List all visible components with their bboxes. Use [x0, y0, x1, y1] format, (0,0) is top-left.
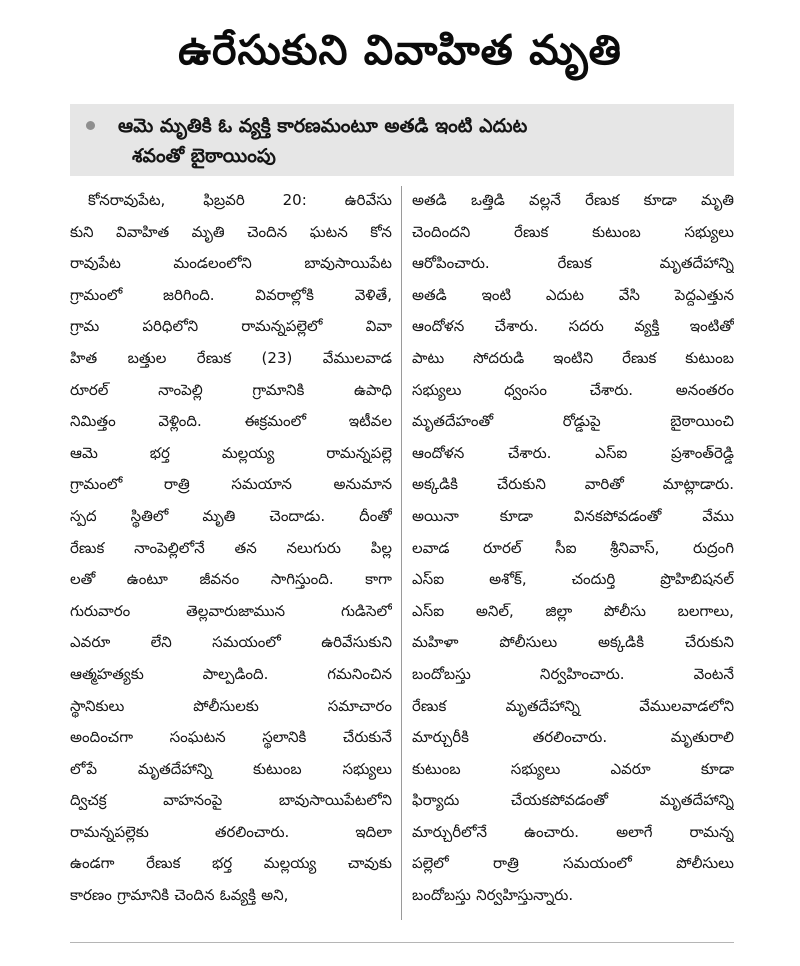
- article-word: వ్యక్తి: [634, 317, 660, 336]
- article-word: లోపే: [70, 759, 97, 778]
- subheadline-line-1: ఆమె మృతికి ఓ వ్యక్తి కారణమంటూ అతడి ఇంటి ఎదుట: [118, 115, 528, 137]
- article-word: కాగా: [365, 570, 392, 589]
- article-word: కోన: [370, 222, 392, 241]
- article-word: పిల్ల: [370, 538, 392, 557]
- article-text-line: [412, 691, 734, 723]
- article-word: కుటుంబ: [592, 222, 641, 241]
- article-text-line: [70, 817, 392, 849]
- article-word: ఓవ్యక్తి: [219, 886, 256, 905]
- article-word: ఆత్మహత్యకు: [70, 664, 144, 683]
- article-word: ఉరివేసు: [344, 191, 392, 209]
- article-word: మృతి: [202, 506, 236, 525]
- article-word: జిల్లా: [545, 601, 573, 620]
- article-word: అతడి: [412, 191, 447, 209]
- article-text-line: [70, 848, 392, 880]
- article-word: రావుపేట: [70, 254, 121, 273]
- article-text-line: [70, 754, 392, 786]
- article-word: పోలీసులు: [676, 854, 734, 873]
- article-text-line: [412, 248, 734, 280]
- article-text-line: [70, 217, 392, 249]
- article-word: గురువారం: [70, 601, 131, 620]
- column-divider: [401, 186, 402, 920]
- article-text-line: [412, 722, 734, 754]
- article-word: పోలీసు: [603, 601, 646, 620]
- article-text-line: [412, 375, 734, 407]
- article-word: ఎవరూ: [610, 759, 651, 778]
- article-word: ఘటన: [309, 222, 348, 241]
- article-word: మృతదేహాన్ని: [659, 791, 734, 810]
- article-text-line: [70, 343, 392, 375]
- article-word: కోనరావుపేట,: [88, 191, 166, 209]
- article-word: నిర్వహిస్తున్నారు.: [476, 886, 574, 905]
- bullet-dot-icon: [86, 121, 95, 130]
- article-word: లవాడ: [412, 538, 450, 557]
- article-word: రేణుక: [622, 348, 657, 367]
- article-text-line: [70, 185, 392, 217]
- article-word: అశోక్,: [489, 570, 527, 589]
- article-word: చేయకపోవడంతో: [510, 791, 609, 810]
- article-word: తరలించారు.: [532, 728, 608, 747]
- article-text-line: [412, 817, 734, 849]
- article-word: అనిల్,: [475, 601, 514, 620]
- article-word: వెళితే,: [354, 285, 392, 304]
- article-word: వివా: [365, 317, 392, 336]
- article-text-line: [70, 659, 392, 691]
- article-text-line: [70, 406, 392, 438]
- article-text-line: [70, 469, 392, 501]
- article-word: రోడ్డుపై: [562, 412, 601, 431]
- article-word: పాటు: [412, 348, 445, 367]
- article-text-line: [412, 185, 734, 217]
- bottom-rule: [70, 942, 734, 943]
- article-word: ఎస్ఐ: [412, 601, 445, 620]
- article-word: ఆందోళన: [412, 317, 465, 336]
- article-word: గ్రామంలో: [70, 285, 123, 304]
- article-word: ద్విచక్ర: [70, 791, 107, 810]
- article-word: కుటుంబ: [685, 348, 734, 367]
- subheadline-box: [70, 104, 734, 176]
- article-word: వివాహిత: [116, 222, 170, 241]
- article-word: సీఐ: [555, 538, 577, 557]
- article-word: వేము: [702, 506, 734, 525]
- article-word: మార్చురీలోనే: [412, 822, 488, 841]
- article-word: సంఘటన: [169, 728, 226, 747]
- article-word: ప్రొహిబిషనల్: [660, 570, 734, 589]
- article-word: పెద్దఎత్తున: [674, 285, 734, 304]
- article-word: మార్చురీకి: [412, 728, 469, 747]
- article-word: ఫిబ్రవరి: [203, 191, 245, 209]
- article-word: సభ్యులు: [412, 380, 462, 399]
- article-word: రేణుక: [514, 222, 549, 241]
- article-text-line: [70, 596, 392, 628]
- article-word: సాగిస్తుంది.: [270, 570, 334, 589]
- article-word: (23): [261, 348, 293, 367]
- article-text-line: [70, 311, 392, 343]
- subheadline-line-2: శవంతో బైఠాయింపు: [132, 145, 276, 167]
- article-text-line: [412, 880, 734, 912]
- article-word: రేణుక: [585, 191, 620, 209]
- article-word: వెంటనే: [693, 664, 734, 683]
- article-word: రాత్రి: [163, 475, 190, 494]
- article-word: ఆరోపించారు.: [412, 254, 490, 273]
- article-word: సభ్యులు: [342, 759, 392, 778]
- article-word: చేశారు.: [494, 317, 539, 336]
- article-word: మృతదేహాన్ని: [659, 254, 734, 273]
- article-word: రామన్నపల్లెకు: [70, 822, 149, 841]
- article-word: గ్రామానికి: [117, 886, 170, 905]
- article-word: స్థలానికి: [262, 728, 307, 747]
- article-word: నాంపెల్లిలోనే: [134, 538, 205, 557]
- article-word: నాంపెల్లి: [158, 380, 203, 399]
- article-word: లతో: [70, 570, 96, 589]
- article-text-line: [412, 848, 734, 880]
- article-word: హిత: [70, 348, 98, 367]
- article-word: ఉంచారు.: [524, 822, 580, 841]
- article-word: చేరుకునే: [342, 728, 392, 747]
- article-word: రేణుక: [70, 538, 105, 557]
- article-word: సభ్యులు: [510, 759, 561, 778]
- article-word: భర్త: [149, 443, 170, 462]
- article-word: ఈక్రమంలో: [244, 412, 307, 431]
- article-word: చేరుకుని: [496, 475, 546, 494]
- article-word: జరిగింది.: [162, 285, 215, 304]
- article-word: ఇంటిని: [553, 348, 594, 367]
- article-word: పోలీసులు: [499, 633, 558, 652]
- article-word: కూడా: [499, 506, 533, 525]
- article-word: ఆమె: [70, 443, 98, 462]
- article-word: అక్కడికి: [598, 633, 645, 652]
- article-word: 20:: [282, 191, 307, 209]
- article-word: బందోబస్తు: [412, 886, 471, 905]
- article-text-line: [412, 280, 734, 312]
- article-word: గుడిసెలో: [340, 601, 392, 620]
- article-word: ఇంటితో: [689, 317, 734, 336]
- article-word: వివరాల్లోకి: [255, 285, 315, 304]
- article-column-left: [70, 185, 392, 912]
- article-word: చెందిందని: [412, 222, 471, 241]
- article-text-line: [412, 596, 734, 628]
- article-word: అని,: [261, 886, 289, 905]
- article-word: చెందిన: [247, 222, 288, 241]
- article-text-line: [412, 754, 734, 786]
- article-word: ఎస్ఐ: [595, 443, 628, 462]
- article-word: ఫిర్యాదు: [412, 791, 460, 810]
- article-text-line: [412, 533, 734, 565]
- article-word: రేణుక: [412, 696, 447, 715]
- article-word: రామన్న: [689, 822, 734, 841]
- article-text-line: [70, 375, 392, 407]
- article-word: మృతదేహాన్ని: [137, 759, 213, 778]
- article-word: కూడా: [643, 191, 677, 209]
- article-word: మృతి: [191, 222, 225, 241]
- article-word: దీంతో: [359, 506, 392, 525]
- article-text-line: [412, 343, 734, 375]
- headline: ఉరేసుకుని వివాహిత మృతి: [178, 26, 622, 74]
- article-word: చెందిన: [174, 886, 215, 905]
- article-word: బత్తుల: [127, 348, 167, 367]
- article-word: బావుసాయిపేట: [304, 254, 392, 273]
- article-text-line: [70, 627, 392, 659]
- article-text-line: [70, 248, 392, 280]
- article-word: అనంతరం: [675, 380, 734, 399]
- article-word: జీవనం: [199, 570, 240, 589]
- article-word: అయినా: [412, 506, 459, 525]
- article-word: ఎదుట: [545, 285, 584, 304]
- article-word: వేసి: [618, 285, 640, 304]
- article-text-line: [412, 785, 734, 817]
- article-word: నలుగురు: [286, 538, 341, 557]
- article-word: ఇంటి: [481, 285, 512, 304]
- article-word: ప్రశాంత్‌రెడ్డి: [670, 443, 734, 462]
- article-word: మహిళా: [412, 633, 459, 652]
- article-word: అందించగా: [70, 728, 134, 747]
- article-word: గ్రామంలో: [70, 475, 123, 494]
- article-word: అక్కడికి: [412, 475, 459, 494]
- article-text-line: [412, 469, 734, 501]
- article-word: పాల్పడింది.: [202, 664, 269, 683]
- article-text-line: [70, 438, 392, 470]
- article-text-line: [70, 564, 392, 596]
- article-word: పరిధిలోని: [142, 317, 199, 336]
- article-word: బావుసాయిపేటలోని: [278, 791, 392, 810]
- article-text-line: [412, 627, 734, 659]
- article-word: సమయంలో: [563, 854, 632, 873]
- article-word: రామన్నపల్లెలో: [241, 317, 323, 336]
- article-word: మృతి: [700, 191, 734, 209]
- article-word: మృతదేహాన్ని: [505, 696, 580, 715]
- article-word: మండలంలోని: [173, 254, 252, 273]
- article-column-right: [412, 185, 734, 912]
- article-word: ఎవరూ: [70, 633, 111, 652]
- article-word: ఉంటూ: [126, 570, 168, 589]
- article-word: రూరల్: [483, 538, 522, 557]
- article-word: స్థానికులు: [70, 696, 125, 715]
- article-word: కారణం: [70, 886, 112, 905]
- article-word: బైఠాయించి: [670, 412, 734, 431]
- article-word: అతడి: [412, 285, 447, 304]
- article-word: ఇదిలా: [355, 822, 392, 841]
- article-word: సమయంలో: [212, 633, 281, 652]
- article-word: చేశారు.: [507, 443, 552, 462]
- article-word: ఆందోళన: [412, 443, 465, 462]
- article-word: మల్లయ్య: [263, 854, 317, 873]
- article-word: నిర్వహించారు.: [539, 664, 625, 683]
- article-word: భర్త: [212, 854, 233, 873]
- article-word: స్థితిలో: [130, 506, 169, 525]
- article-word: ఇటీవల: [348, 412, 392, 431]
- article-word: మృతదేహంతో: [412, 412, 494, 431]
- article-word: వేములవాడ: [322, 348, 392, 367]
- article-word: ఉపాధి: [353, 380, 392, 399]
- article-word: లేని: [150, 633, 172, 652]
- article-word: వినకపోవడంతో: [573, 506, 662, 525]
- article-word: రామన్నపల్లె: [326, 443, 392, 462]
- article-text-line: [70, 785, 392, 817]
- article-word: మృతురాలి: [670, 728, 734, 747]
- article-text-line: [412, 501, 734, 533]
- article-word: రేణుక: [557, 254, 592, 273]
- article-word: ఉండగా: [70, 854, 115, 873]
- article-word: రూరల్: [70, 380, 109, 399]
- article-text-line: [412, 564, 734, 596]
- article-word: రుద్రంగి: [692, 538, 734, 557]
- article-word: చేశారు.: [589, 380, 634, 399]
- article-word: చేరుకుని: [684, 633, 734, 652]
- article-word: తన: [234, 538, 257, 557]
- article-word: చెందాడు.: [269, 506, 326, 525]
- article-word: చావుకు: [347, 854, 392, 873]
- article-text-line: [412, 311, 734, 343]
- article-word: గ్రామ: [70, 317, 100, 336]
- article-word: గమనించిన: [327, 664, 392, 683]
- article-word: వేములవాడలోని: [639, 696, 734, 715]
- article-word: నిమిత్తం: [70, 412, 116, 431]
- article-word: వాహనంపై: [163, 791, 223, 810]
- article-word: కుని: [70, 222, 94, 241]
- article-word: బలగాలు,: [677, 601, 734, 620]
- article-word: వెళ్లింది.: [158, 412, 202, 431]
- article-word: అలాగే: [616, 822, 653, 841]
- article-word: స్పద: [70, 506, 97, 525]
- article-word: వల్లనే: [529, 191, 561, 209]
- article-text-line: [70, 280, 392, 312]
- article-word: ఒత్తిడి: [471, 191, 505, 209]
- article-word: బందోబస్తు: [412, 664, 471, 683]
- article-text-line: [70, 691, 392, 723]
- article-word: సభ్యులు: [684, 222, 734, 241]
- article-word: రేణుక: [146, 854, 181, 873]
- article-word: వారితో: [584, 475, 624, 494]
- article-word: కుటుంబ: [253, 759, 302, 778]
- article-word: మాట్లాడారు.: [662, 475, 734, 494]
- article-word: చందుర్తి: [571, 570, 616, 589]
- article-word: తరలించారు.: [214, 822, 290, 841]
- article-word: రేణుక: [196, 348, 232, 367]
- article-word: సదరు: [568, 317, 604, 336]
- article-word: పోలీసులకు: [193, 696, 259, 715]
- article-text-line: [412, 659, 734, 691]
- article-word: సమయాన: [231, 475, 292, 494]
- article-text-line: [412, 406, 734, 438]
- article-text-line: [70, 533, 392, 565]
- article-text-line: [70, 501, 392, 533]
- article-word: అనుమాన: [333, 475, 392, 494]
- article-word: సమాచారం: [327, 696, 392, 715]
- article-text-line: [412, 217, 734, 249]
- article-text-line: [412, 438, 734, 470]
- article-word: గ్రామానికి: [252, 380, 305, 399]
- article-text-line: [70, 722, 392, 754]
- article-word: శ్రీనివాస్,: [610, 538, 660, 557]
- article-word: ఎస్ఐ: [412, 570, 445, 589]
- article-word: కూడా: [700, 759, 734, 778]
- article-word: పల్లెలో: [412, 854, 449, 873]
- article-word: సోదరుడి: [473, 348, 525, 367]
- article-word: తెల్లవారుజామున: [186, 601, 286, 620]
- article-word: రాత్రి: [493, 854, 519, 873]
- article-word: ధ్వంసం: [504, 380, 547, 399]
- article-word: ఉరివేసుకుని: [321, 633, 392, 652]
- article-text-line: [70, 880, 392, 912]
- article-word: కుటుంబ: [412, 759, 461, 778]
- article-word: మల్లయ్య: [221, 443, 275, 462]
